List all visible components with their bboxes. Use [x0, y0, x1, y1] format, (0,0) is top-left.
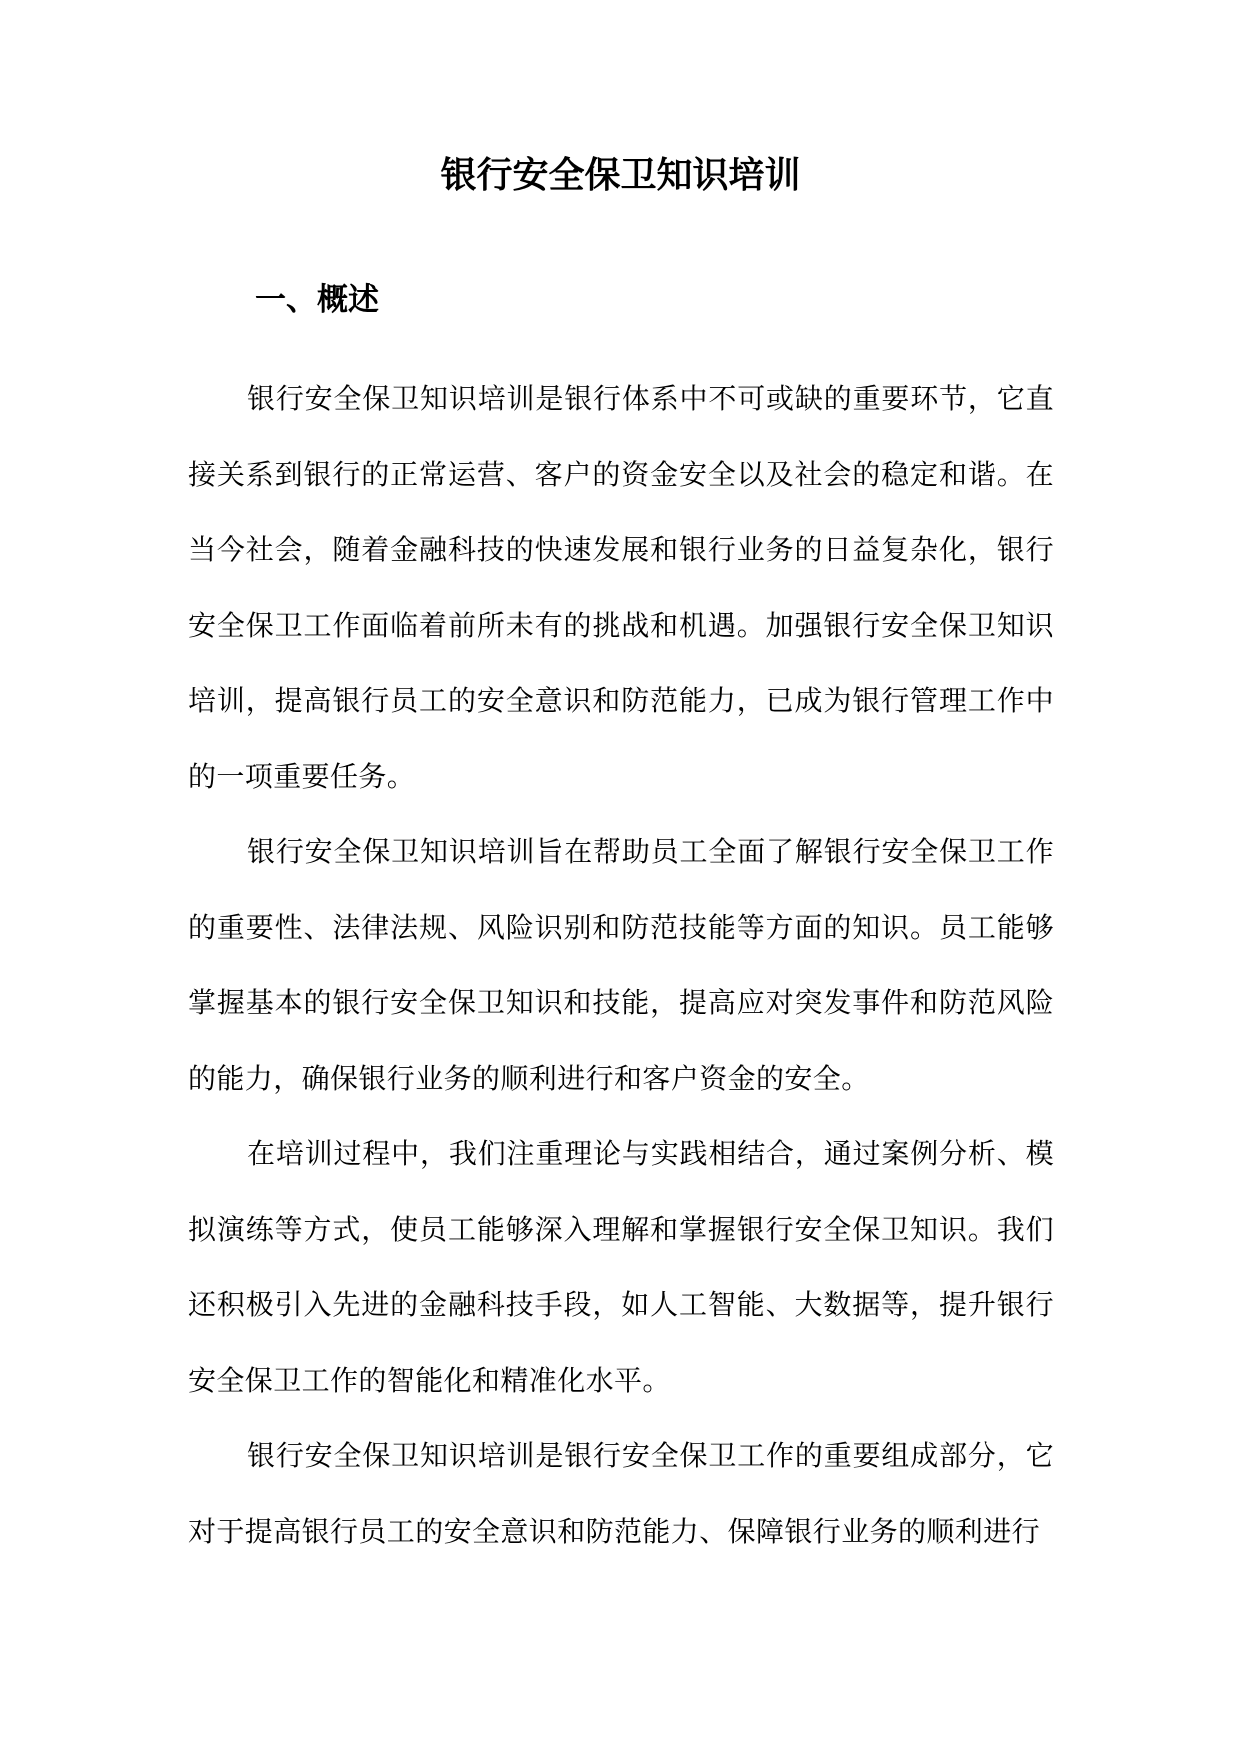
- body-text: [188, 361, 1054, 1569]
- document-title: 银行安全保卫知识培训: [440, 154, 801, 196]
- paragraph: 银行安全保卫知识培训是银行体系中不可或缺的重要环节，它直接关系到银行的正常运营、客户的资金安全以及社会的稳定和谐。在当今社会，随着金融科技的快速发展和银行业务的日益复杂化，银行安全保卫工作面临着前所未有的挑战和机遇。加强银行安全保卫知识培训，提高银行员工的安全意识和防范能力，已成为银行管理工作中的一项重要任务。: [188, 382, 1054, 793]
- paragraph: 在培训过程中，我们注重理论与实践相结合，通过案例分析、模拟演练等方式，使员工能够深入理解和掌握银行安全保卫知识。我们还积极引入先进的金融科技手段，如人工智能、大数据等，提升银行安全保卫工作的智能化和精准化水平。: [188, 1137, 1054, 1397]
- section-heading: 一、概述: [255, 282, 379, 318]
- paragraph: 银行安全保卫知识培训是银行安全保卫工作的重要组成部分，它对于提高银行员工的安全意识和防范能力、保障银行业务的顺利进行: [188, 1439, 1054, 1548]
- paragraph: 银行安全保卫知识培训旨在帮助员工全面了解银行安全保卫工作的重要性、法律法规、风险识别和防范技能等方面的知识。员工能够掌握基本的银行安全保卫知识和技能，提高应对突发事件和防范风险的能力，确保银行业务的顺利进行和客户资金的安全。: [188, 835, 1054, 1095]
